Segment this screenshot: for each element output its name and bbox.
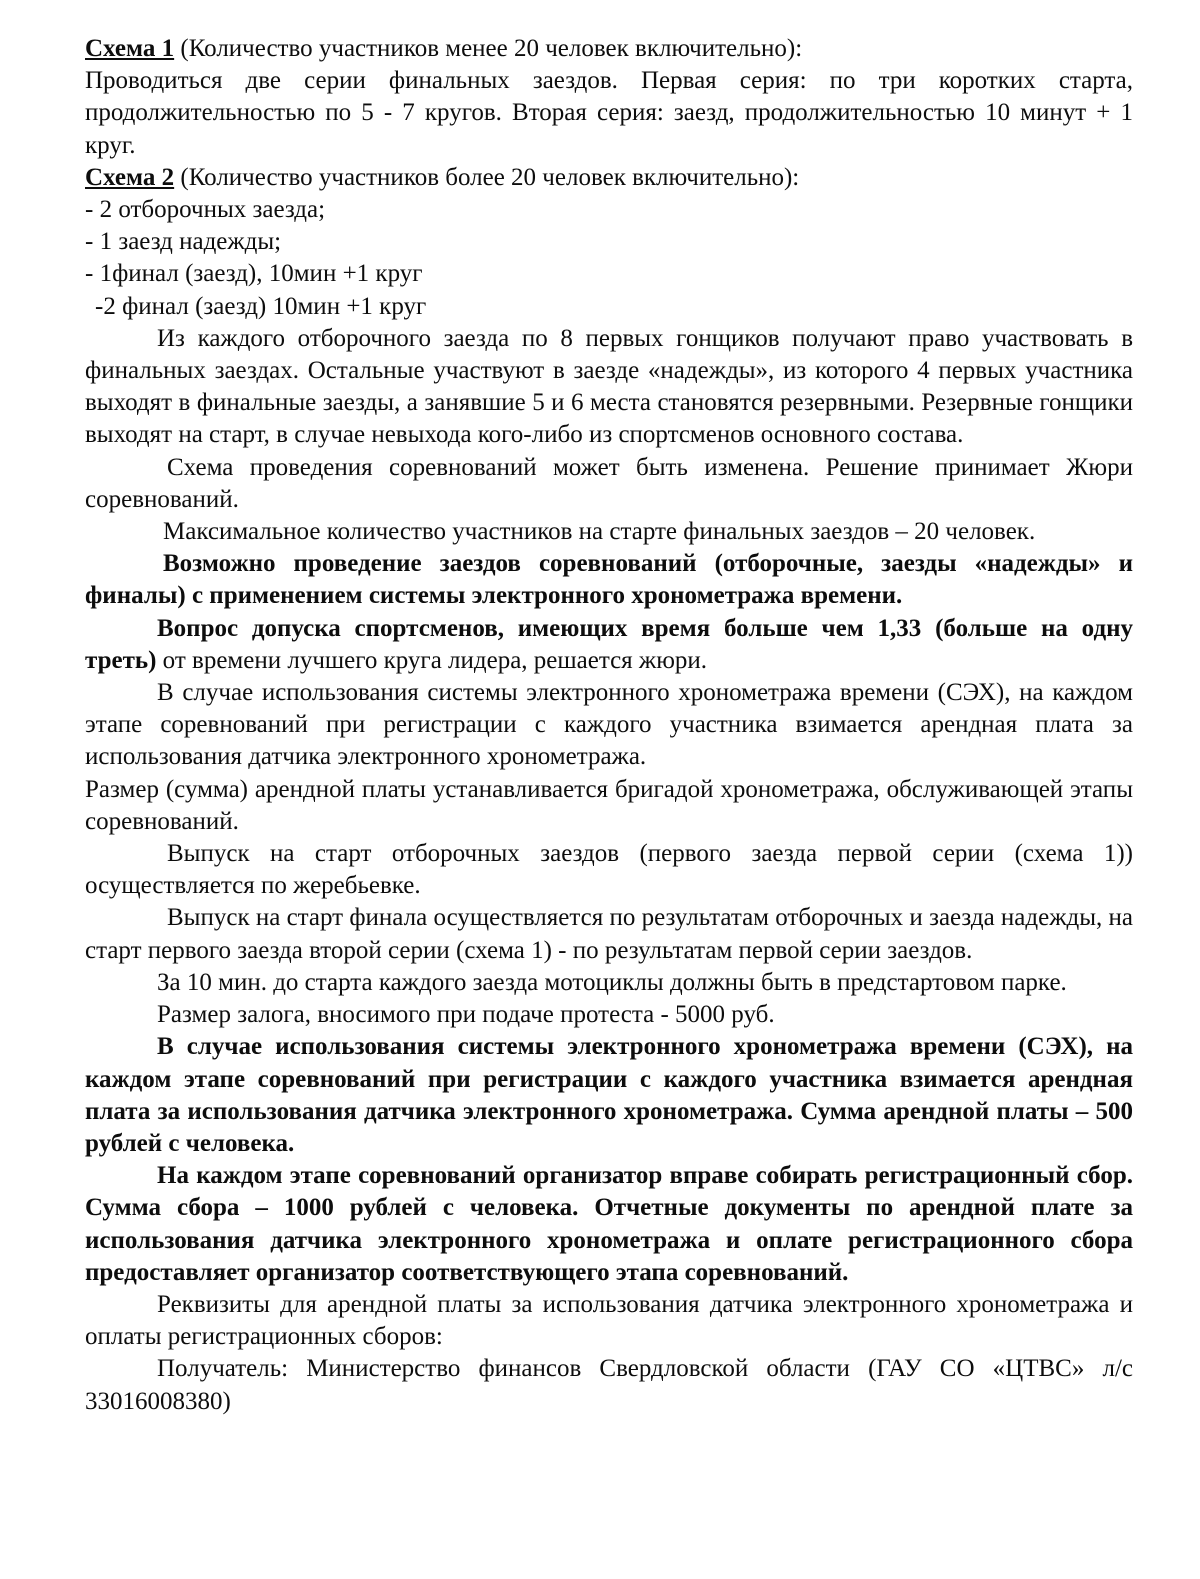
- paragraph-qualification: Из каждого отборочного заезда по 8 первых гонщиков получают право участвовать в финальных заездах. Остальные участвуют в заезде «надежды», из которого 4 первых участника выходят в финальные заезды, а занявшие 5 и 6 места становятся резервными. Резервные гонщики выходят на старт, в случае невыхода кого-либо из спортсменов основного состава.: [85, 324, 1133, 449]
- scheme2-item: - 1 заезд надежды;: [85, 228, 282, 256]
- paragraph-protest-deposit: Размер залога, вносимого при подаче протеста - 5000 руб.: [157, 1001, 775, 1029]
- paragraph-rental-fee: В случае использования системы электронного хронометража времени (СЭХ), на каждом этапе соревнований при регистрации с каждого участника взимается арендная плата за использования датчика электронного хронометража.: [85, 679, 1133, 771]
- scheme2-heading: [85, 162, 1133, 194]
- scheme2-item: - 1финал (заезд), 10мин +1 круг: [85, 260, 423, 288]
- admission-rest: от времени лучшего круга лидера, решается жюри.: [156, 646, 707, 674]
- paragraph-requisites: Реквизиты для арендной платы за использования датчика электронного хронометража и оплаты регистрационных сборов:: [85, 1290, 1133, 1351]
- paragraph-rental-fee-amount: В случае использования системы электронного хронометража времени (СЭХ), на каждом этапе соревнований при регистрации с каждого участника взимается арендная плата за использования датчика электронного хронометража. Сумма арендной платы – 500 рублей с человека.: [85, 1033, 1133, 1157]
- paragraph-final-start: Выпуск на старт финала осуществляется по результатам отборочных и заезда надежды, на старт первого заезда второй серии (схема 1) - по результатам первой серии заездов.: [85, 904, 1133, 964]
- paragraph-draw: Выпуск на старт отборочных заездов (первого заезда первой серии (схема 1)) осуществляется по жеребьевке.: [85, 840, 1133, 900]
- paragraph-recipient: Получатель: Министерство финансов Свердловской области (ГАУ СО «ЦТВС» л/с 33016008380): [85, 1355, 1133, 1415]
- paragraph-electronic-timing: Возможно проведение заездов соревнований (отборочные, заезды «надежды» и финалы) с применением системы электронного хронометража времени.: [85, 550, 1133, 610]
- paragraph-rental-amount: Размер (сумма) арендной платы устанавливается бригадой хронометража, обслуживающей этапы соревнований.: [85, 775, 1133, 835]
- scheme2-note: (Количество участников более 20 человек включительно):: [174, 163, 800, 191]
- scheme2-item: - 2 отборочных заезда;: [85, 196, 326, 224]
- scheme1-note: (Количество участников менее 20 человек включительно):: [174, 35, 803, 62]
- scheme1-heading: [85, 33, 1133, 65]
- paragraph-registration-fee: На каждом этапе соревнований организатор вправе собирать регистрационный сбор. Сумма сбора – 1000 рублей с человека. Отчетные документы по арендной плате за использования датчика электронного хронометража и оплате регистрационного сбора предоставляет организатор соответствующего этапа соревнований.: [85, 1162, 1133, 1286]
- paragraph-prestart-park: За 10 мин. до старта каждого заезда мотоциклы должны быть в предстартовом парке.: [157, 968, 1067, 996]
- scheme2-label: Схема 2: [85, 163, 175, 191]
- paragraph-scheme-change: Схема проведения соревнований может быть изменена. Решение принимает Жюри соревнований.: [85, 453, 1133, 513]
- document-page: [85, 33, 1133, 1418]
- paragraph-max-participants: Максимальное количество участников на старте финальных заездов – 20 человек.: [163, 518, 1036, 546]
- scheme2-item: -2 финал (заезд) 10мин +1 круг: [95, 292, 427, 320]
- scheme1-text: Проводиться две серии финальных заездов. Первая серия: по три коротких старта, продолжительностью по 5 - 7 кругов. Вторая серия: заезд, продолжительностью 10 минут + 1 круг.: [85, 67, 1133, 159]
- admission-bold: Вопрос допуска спортсменов, имеющих время больше чем 1,33 (больше на одну треть): [85, 614, 1133, 674]
- paragraph-admission: [85, 613, 1133, 677]
- scheme1-label: Схема 1: [85, 35, 175, 62]
